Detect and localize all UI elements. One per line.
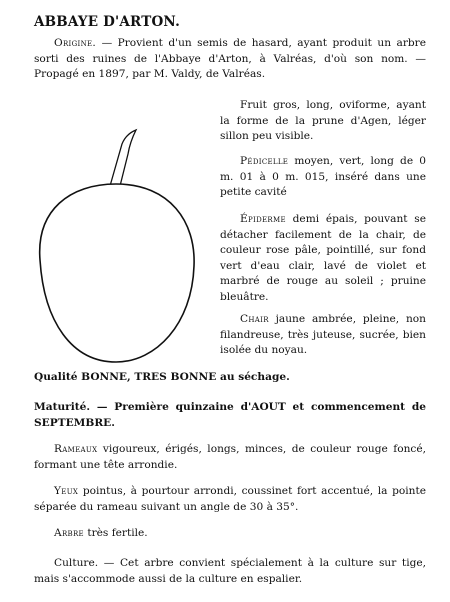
arbre-paragraph: [34, 526, 426, 542]
rameaux-text: vigoureux, érigés, longs, minces, de couleur rouge foncé, formant une tête arrondie.: [34, 443, 426, 471]
yeux-paragraph: [34, 484, 426, 515]
qualite-paragraph: [34, 370, 426, 386]
maturite-paragraph: [34, 400, 426, 431]
fruit-paragraph: [220, 98, 426, 145]
pedicelle-text: moyen, vert, long de 0 m. 01 à 0 m. 015, inséré dans une petite cavité: [220, 155, 426, 198]
epiderme-label: Épiderme: [240, 213, 286, 225]
fruit-text: Fruit gros, long, oviforme, ayant la forme de la prune d'Agen, léger sillon peu visible.: [220, 99, 426, 142]
yeux-text: pointus, à pourtour arrondi, coussinet fort accentué, la pointe séparée du rameau suivant un angle de 30 à 35°.: [34, 485, 427, 513]
rameaux-label: Rameaux: [54, 443, 98, 455]
arbre-label: Arbre: [54, 527, 84, 539]
chair-paragraph: [220, 312, 426, 359]
epiderme-paragraph: [220, 212, 426, 305]
origine-text: — Provient d'un semis de hasard, ayant produit un arbre sorti des ruines de l'Abbaye d'Arton, à Valréas, d'où son nom. — Propagé en 1897, par M. Valdy, de Valréas.: [34, 37, 426, 80]
rameaux-paragraph: [34, 442, 426, 473]
maturite-text: — Première quinzaine d'AOUT et commencement de SEPTEMBRE.: [34, 401, 426, 429]
arbre-text: très fertile.: [87, 527, 148, 539]
pedicelle-label: Pédicelle: [240, 155, 289, 167]
qualite-text: Qualité BONNE, TRES BONNE au séchage.: [34, 371, 290, 383]
epiderme-text: demi épais, pouvant se détacher facilement de la chair, de couleur rose pâle, pointillé, sur fond vert d'eau clair, lavé de violet et marbré de rouge au soleil ; pruine bleuâtre.: [220, 213, 426, 303]
plum-fruit-illustration: [20, 110, 210, 370]
origine-paragraph: [34, 36, 426, 83]
origine-label: Origine.: [54, 37, 97, 49]
culture-paragraph: [34, 556, 426, 587]
yeux-label: Yeux: [54, 485, 79, 497]
maturite-label: Maturité.: [34, 401, 91, 413]
chair-text: jaune ambrée, pleine, non filandreuse, très juteuse, sucrée, bien isolée du noyau.: [220, 313, 426, 356]
plum-outline: [40, 184, 194, 362]
chair-label: Chair: [240, 313, 269, 325]
culture-label: Culture.: [54, 557, 99, 569]
pedicelle-paragraph: [220, 154, 426, 201]
culture-text: — Cet arbre convient spécialement à la culture sur tige, mais s'accommode aussi de la culture en espalier.: [34, 557, 426, 585]
page-title: ABBAYE D'ARTON.: [34, 14, 181, 30]
